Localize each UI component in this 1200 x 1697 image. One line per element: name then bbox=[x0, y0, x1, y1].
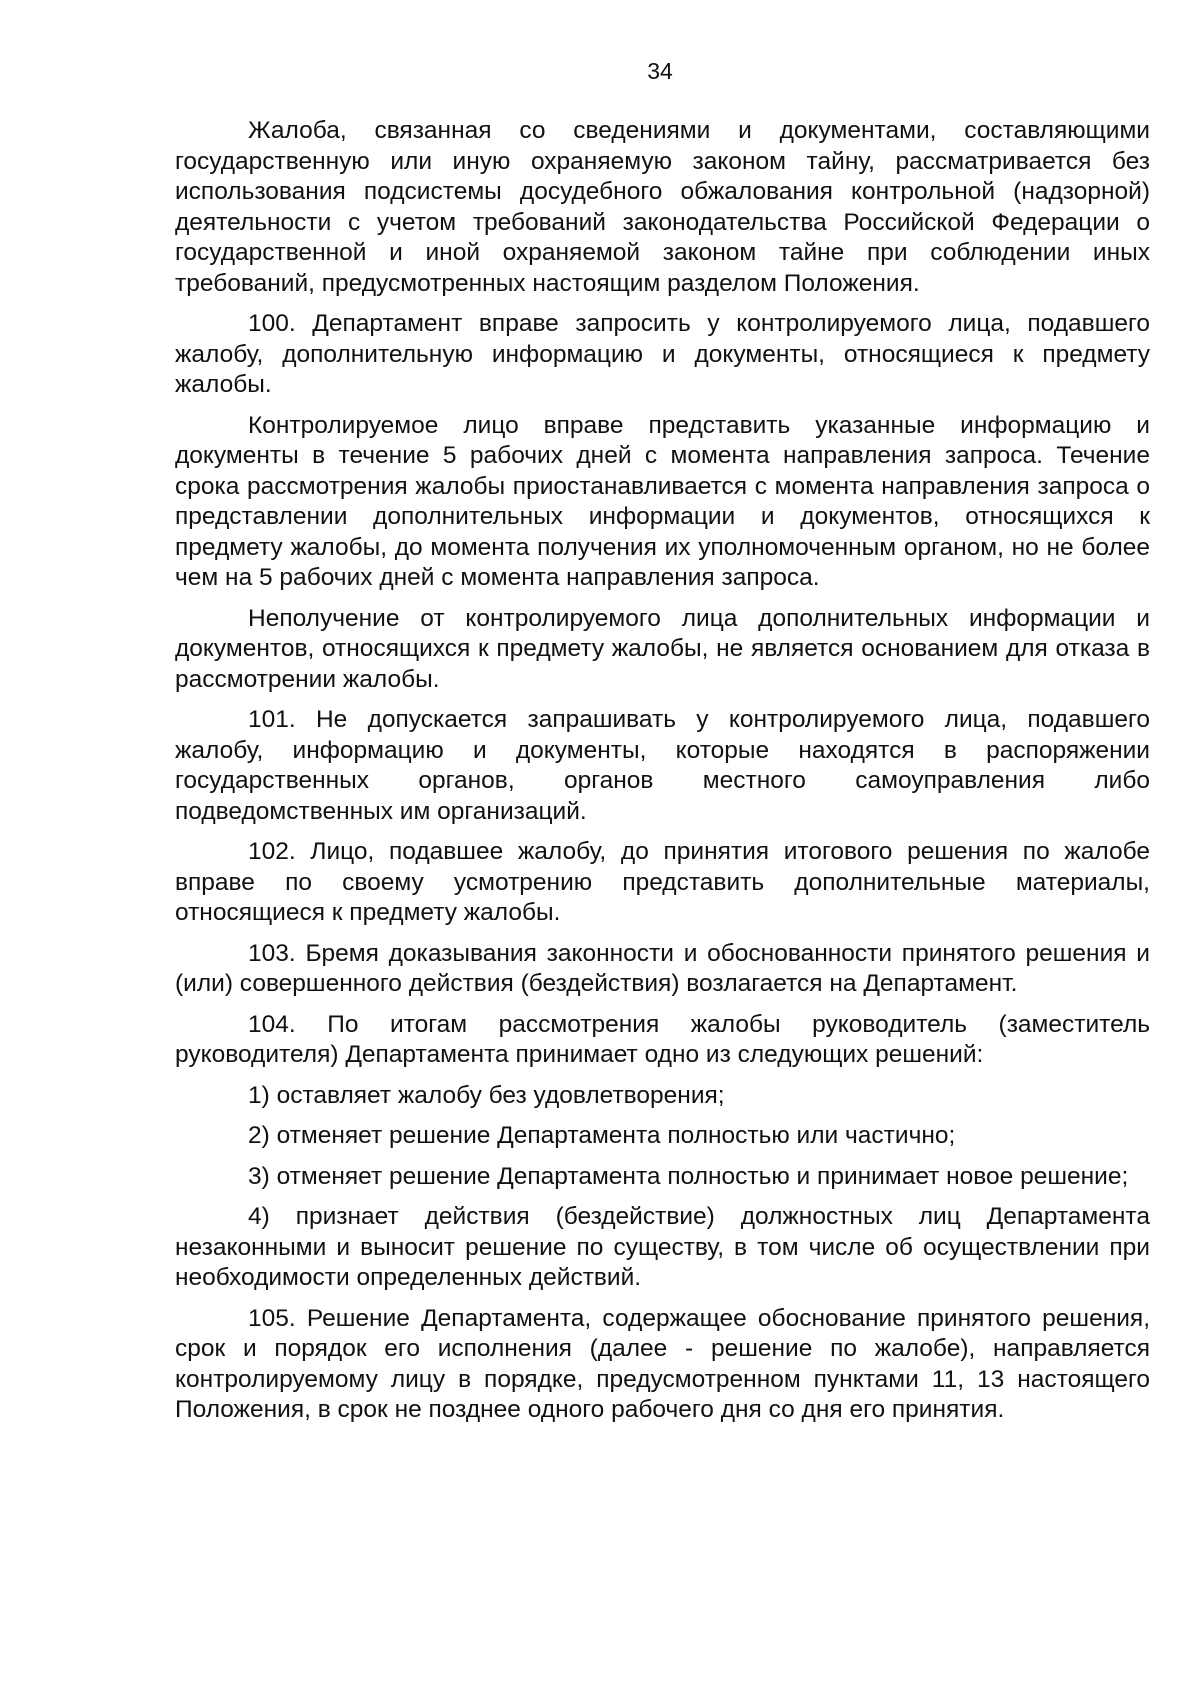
paragraph-105: 105. Решение Департамента, содержащее обоснование принятого решения, срок и порядок его исполнения (далее - решение по жалобе), направляется контролируемому лицу в порядке, предусмотренном пунктами 11, 13 настоящего Положения, в срок не позднее одного рабочего дня со дня его принятия. bbox=[175, 1304, 1150, 1423]
paragraph-secret-complaint: Жалоба, связанная со сведениями и документами, составляющими государственную или иную охраняемую законом тайну, рассматривается без использования подсистемы досудебного обжалования контрольной (надзорной) деятельности с учетом требований законодательства Российской Федерации о государственной и иной охраняемой законом тайне при соблюдении иных требований, предусмотренных настоящим разделом Положения. bbox=[175, 117, 1150, 297]
list-item-1: 1) оставляет жалобу без удовлетворения; bbox=[248, 1081, 725, 1109]
paragraph-103: 103. Бремя доказывания законности и обоснованности принятого решения и (или) совершенного действия (бездействия) возлагается на Департамент. bbox=[175, 939, 1150, 997]
paragraph-101: 101. Не допускается запрашивать у контролируемого лица, подавшего жалобу, информацию и документы, которые находятся в распоряжении государственных органов, органов местного самоуправления либо подведомственных им организаций. bbox=[175, 706, 1150, 825]
paragraph-104: 104. По итогам рассмотрения жалобы руководитель (заместитель руководителя) Департамента принимает одно из следующих решений: bbox=[175, 1010, 1150, 1068]
paragraph-100-nonreceipt: Неполучение от контролируемого лица дополнительных информации и документов, относящихся к предмету жалобы, не является основанием для отказа в рассмотрении жалобы. bbox=[175, 604, 1150, 693]
paragraph-100-deadline: Контролируемое лицо вправе представить указанные информацию и документы в течение 5 рабочих дней с момента направления запроса. Течение срока рассмотрения жалобы приостанавливается с момента направления запроса о представлении дополнительных информации и документов, относящихся к предмету жалобы, до момента получения их уполномоченным органом, но не более чем на 5 рабочих дней с момента направления запроса. bbox=[175, 411, 1150, 591]
list-item-4: 4) признает действия (бездействие) должностных лиц Департамента незаконными и выносит решение по существу, в том числе об осуществлении при необходимости определенных действий. bbox=[175, 1203, 1150, 1291]
list-item-3: 3) отменяет решение Департамента полностью и принимает новое решение; bbox=[248, 1162, 1129, 1190]
list-item-2: 2) отменяет решение Департамента полностью или частично; bbox=[248, 1122, 956, 1149]
paragraph-100: 100. Департамент вправе запросить у контролируемого лица, подавшего жалобу, дополнительную информацию и документы, относящиеся к предмету жалобы. bbox=[175, 310, 1150, 398]
paragraph-102: 102. Лицо, подавшее жалобу, до принятия итогового решения по жалобе вправе по своему усмотрению представить дополнительные материалы, относящиеся к предмету жалобы. bbox=[175, 838, 1150, 926]
document-body bbox=[175, 116, 1150, 1436]
page-number: 34 bbox=[647, 58, 673, 84]
